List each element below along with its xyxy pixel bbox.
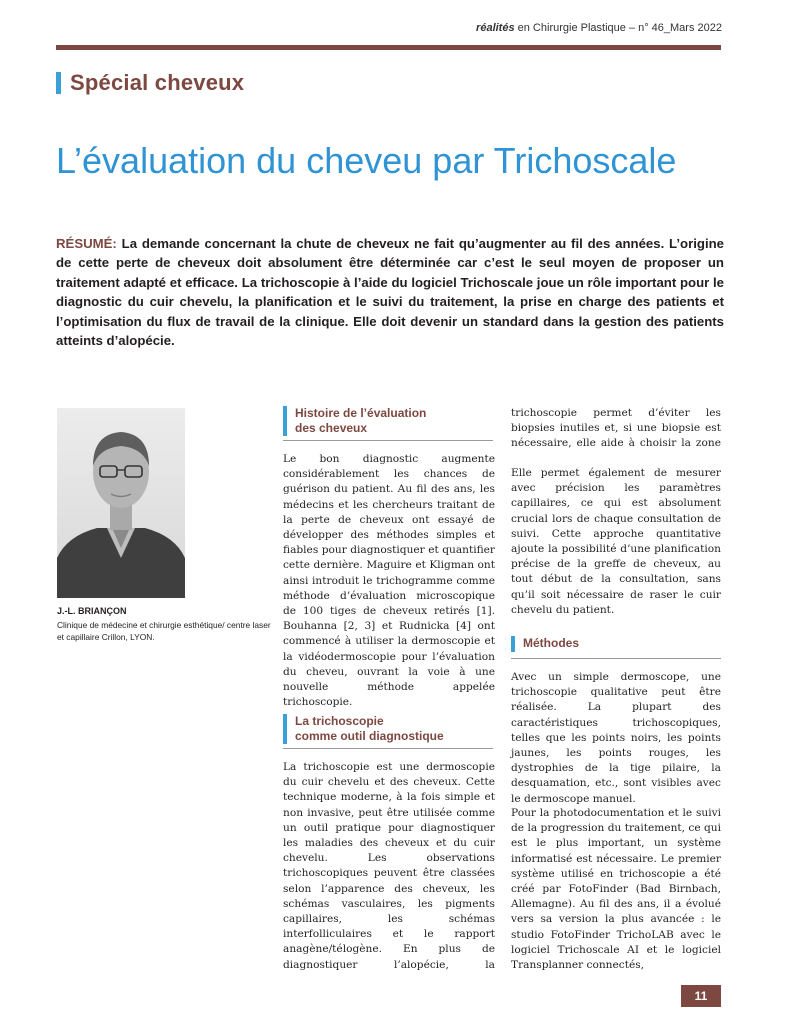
section-heading-methods [511, 636, 579, 652]
author-photo [57, 408, 185, 598]
section-heading-trichoscopy [283, 714, 444, 744]
heading-line-1: La trichoscopie [295, 714, 384, 728]
paragraph-methods-2: Pour la photodocumentation et le suivi de la progression du traitement, ce qui est le plus important, un système informatisé est nécessaire. Le premier système utilisé en trichoscopie a été créé par FotoFinder (Bad Birnbach, Allemagne). Au fil des ans, il a évolué vers sa version la plus avancée : le studio FotoFinder TrichoLAB avec le logiciel Trichoscale AI et le logiciel Transplanner connectés, [511, 807, 721, 972]
heading-line-1: Histoire de l’évaluation [295, 406, 427, 420]
column-1-text-a [283, 452, 495, 710]
paragraph-trichoscopy-2: Elle permet également de mesurer avec précision les paramètres capillaires, ce qui est absolument crucial lors de chaque consultation de suivi. Cette approche quantitative ajoute la possibilité d’une planification précise de la greffe de cheveux, au tout début de la consultation, sans qu’il soit nécessaire de raser le cuir chevelu du patient. [511, 467, 721, 616]
paragraph-trichoscopy-1-continued: trichoscopie permet d’éviter les biopsies inutiles et, si une biopsie est nécessaire, elle aide à choisir la zone [511, 406, 721, 450]
section-accent-bar [283, 406, 287, 436]
column-2-text-c [511, 670, 721, 807]
header-rule [56, 45, 721, 50]
article-title: L’évaluation du cheveu par Trichoscale [56, 140, 677, 181]
paragraph-methods-1: Avec un simple dermoscope, une trichoscopie qualitative peut être réalisée. La plupart des caractéristiques trichoscopiques, telles que les points noirs, les points jaunes, les points rouges, les dystrophies de la tige pilaire, la desquamation, etc., sont visibles avec le dermoscope manuel. [511, 671, 721, 805]
journal-name: réalités [476, 22, 515, 34]
column-2-text-a [511, 406, 721, 452]
journal-header [476, 22, 722, 34]
column-1-text-b [283, 760, 495, 972]
abstract [56, 234, 724, 350]
section-rule [283, 440, 493, 441]
author-name: J.-L. BRIANÇON [57, 606, 127, 616]
section-heading-history [283, 406, 426, 436]
abstract-label: RÉSUMÉ: [56, 236, 117, 251]
rubric [56, 70, 244, 96]
section-accent-bar [511, 636, 515, 652]
heading-line-2: des cheveux [295, 421, 368, 435]
page-number: 11 [681, 985, 721, 1007]
author-portrait [57, 408, 185, 598]
author-affiliation: Clinique de médecine et chirurgie esthétique/ centre laser et capillaire Crillon, LYON. [57, 620, 271, 642]
column-2-text-d [511, 806, 721, 973]
section-accent-bar [283, 714, 287, 744]
section-rule [283, 748, 493, 749]
journal-issue: en Chirurgie Plastique – n° 46_Mars 2022 [517, 22, 722, 34]
column-2-text-b [511, 466, 721, 618]
paragraph-trichoscopy-1: La trichoscopie est une dermoscopie du cuir chevelu et des cheveux. Cette technique moderne, à la fois simple et non invasive, peut être utilisée comme un outil pratique pour diagnostiquer les maladies des cheveux et du cuir chevelu. Les observations trichoscopiques peuvent être classées selon l’apparence des cheveux, les schémas vasculaires, les pigments capillaires, les schémas interfolliculaires et le rapport anagène/télogène. En plus de diagnostiquer l’alopécie, la [283, 761, 495, 971]
heading-line-1: Méthodes [523, 636, 580, 650]
section-rule [511, 658, 721, 659]
rubric-accent-bar [56, 72, 61, 94]
heading-line-2: comme outil diagnostique [295, 729, 444, 743]
paragraph-history: Le bon diagnostic augmente considérablement les chances de guérison du patient. Au fil des ans, les médecins et les chercheurs traitant de la perte de cheveux ont essayé de développer des méthodes simples et fiables pour diagnostiquer et quantifier cette dernière. Maguire et Kligman ont ainsi introduit le trichogramme comme méthode d’évaluation microscopique de 100 tiges de cheveux retirés [1]. Bouhanna [2, 3] et Rudnicka [4] ont commencé à utiliser la dermoscopie et la vidéodermoscopie pour l’évaluation du cheveu, ouvrant la voie à une nouvelle méthode appelée trichoscopie. [283, 453, 495, 709]
rubric-label: Spécial cheveux [70, 70, 245, 95]
abstract-text: La demande concernant la chute de cheveux ne fait qu’augmenter au fil des années. L’origine de cette perte de cheveux doit absolument être déterminée car c’est le seul moyen de proposer un traitement adapté et efficace. La trichoscopie à l’aide du logiciel Trichoscale joue un rôle important pour le diagnostic du cuir chevelu, la planification et le suivi du traitement, la prise en charge des patients et l’optimisation du flux de travail de la clinique. Elle doit devenir un standard dans la gestion des patients atteints d’alopécie. [56, 236, 725, 349]
